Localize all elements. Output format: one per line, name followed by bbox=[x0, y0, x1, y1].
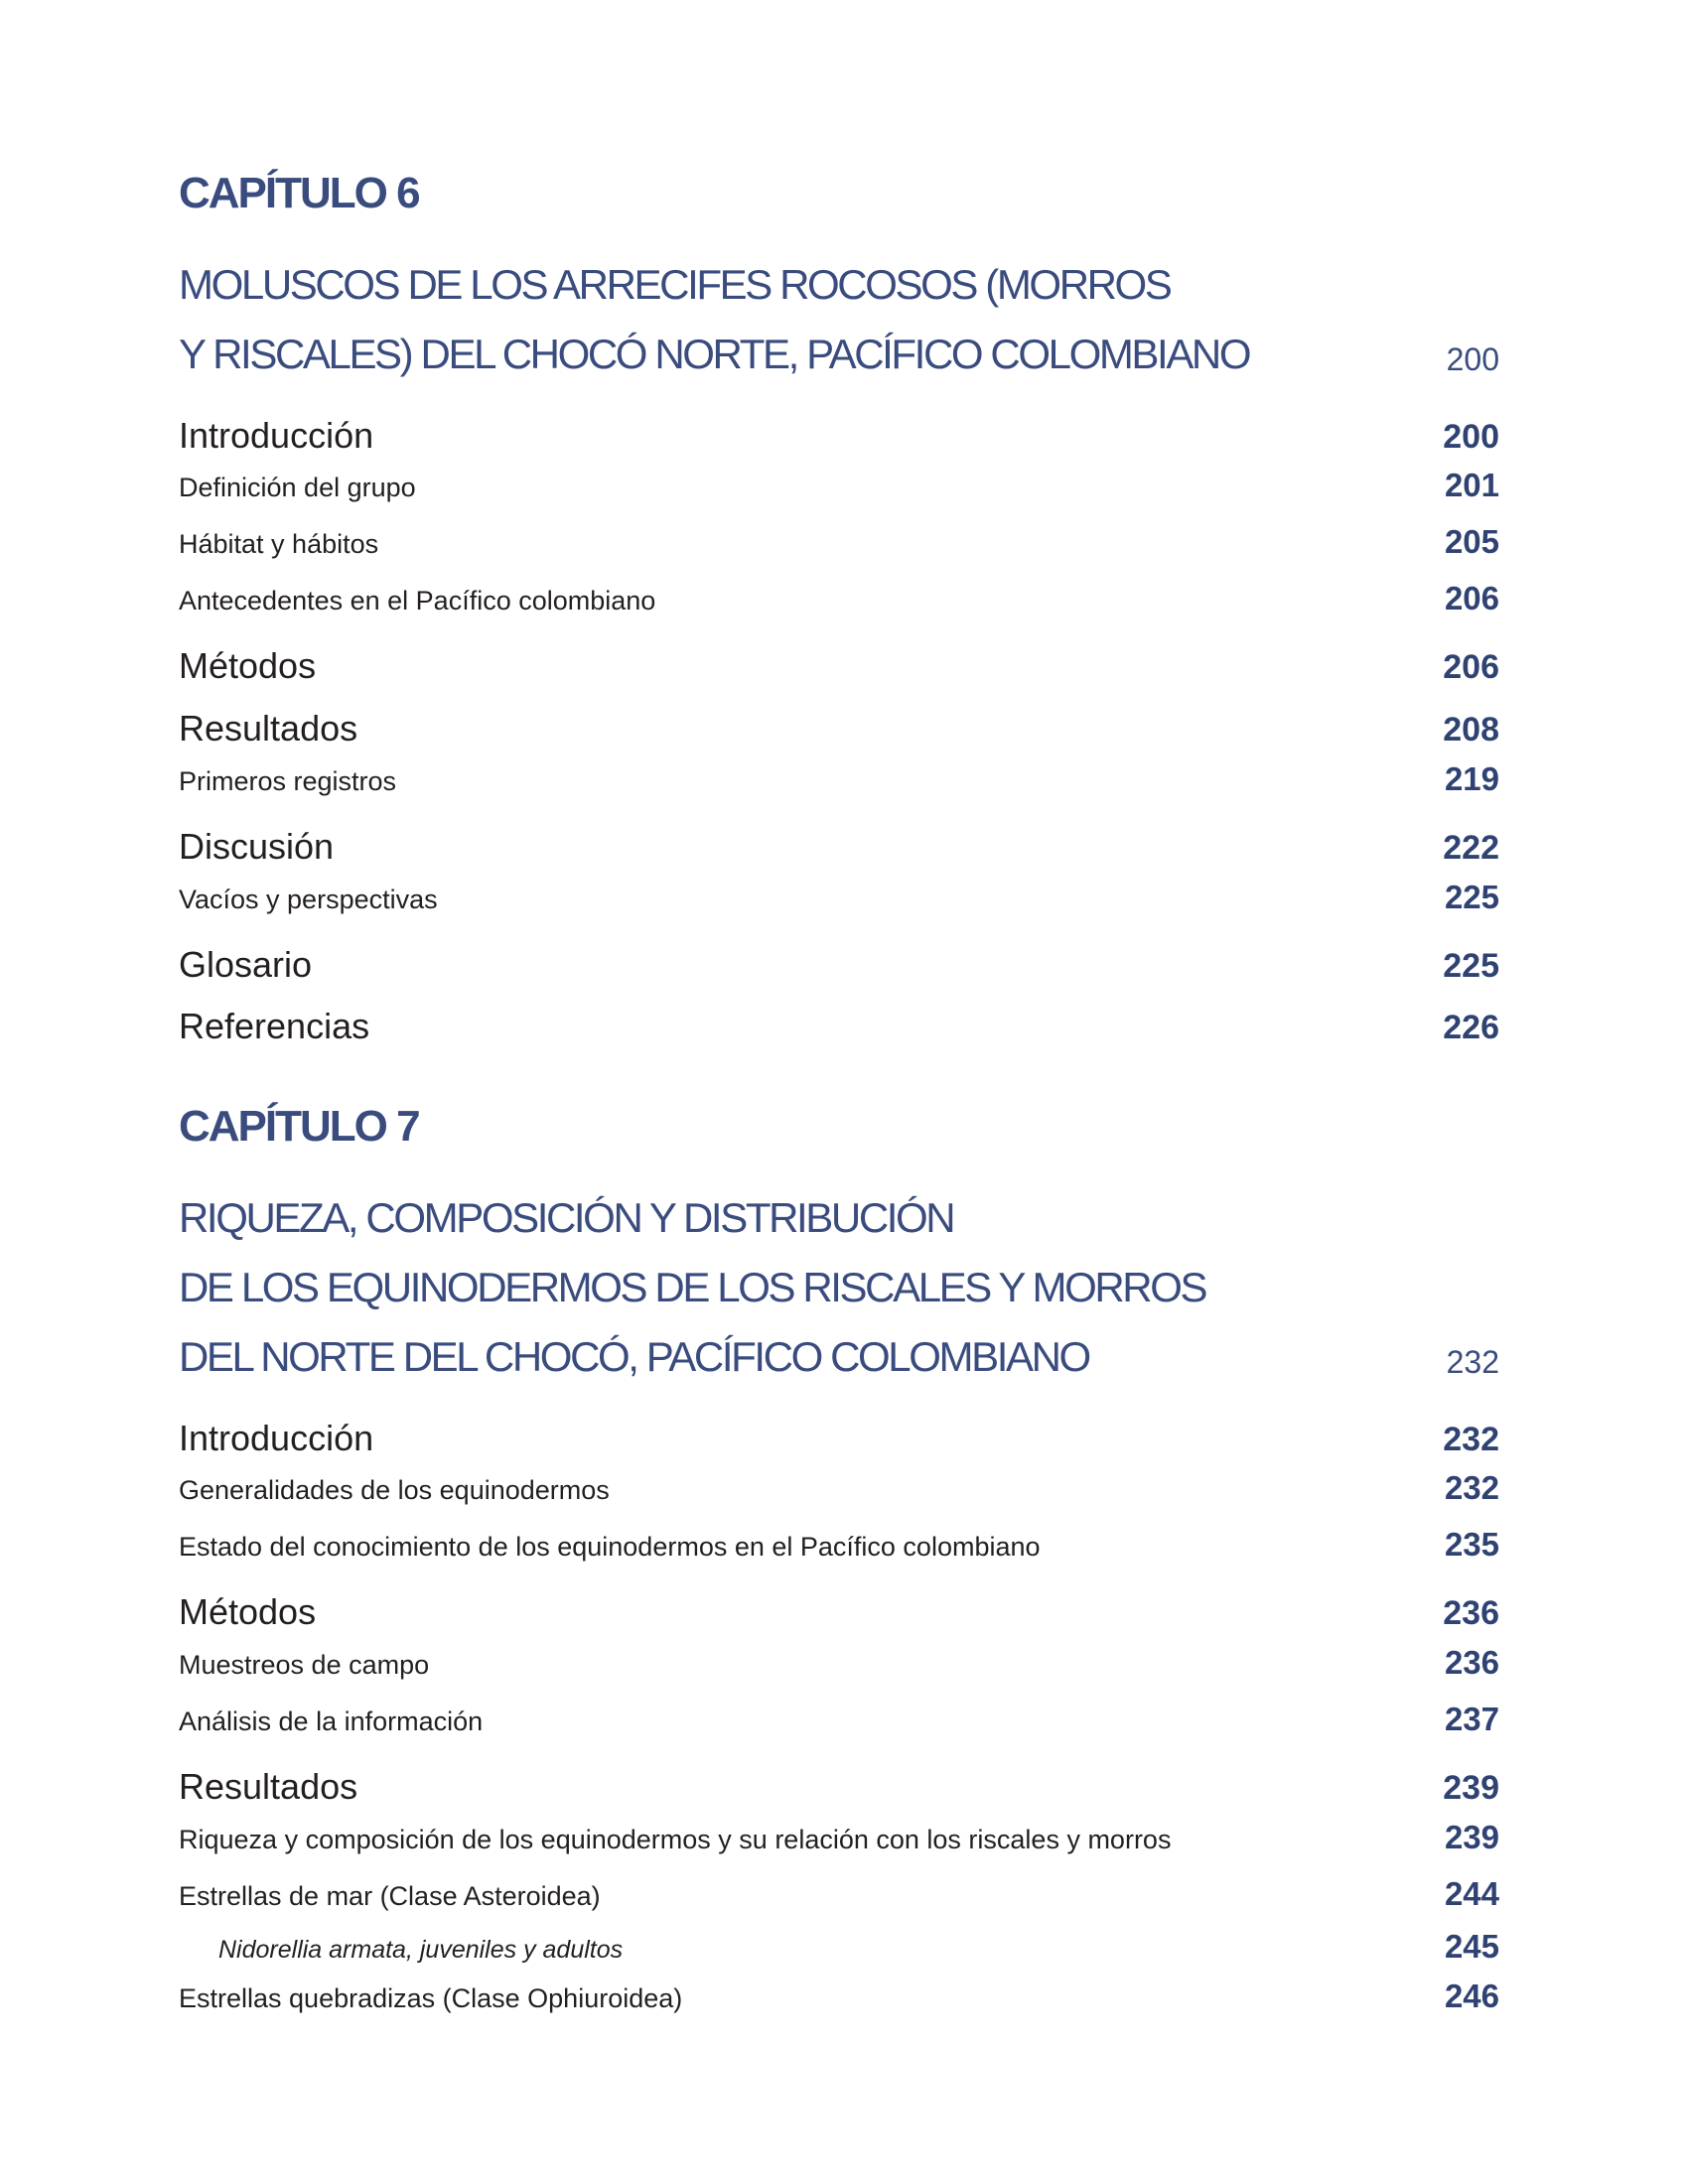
toc-entry-page: 226 bbox=[1443, 1009, 1499, 1046]
toc-entry-page: 200 bbox=[1443, 418, 1499, 456]
toc-entry-text: Métodos bbox=[179, 1591, 317, 1632]
toc-entry-text: Nidorellia armata, juveniles y adultos bbox=[218, 1936, 624, 1964]
chapter-6-title-line-1: MOLUSCOS DE LOS ARRECIFES ROCOSOS (MORROS bbox=[179, 261, 1171, 308]
chapter-7-page-number: 232 bbox=[1446, 1344, 1499, 1380]
chapter-6-label: CAPÍTULO 6 bbox=[179, 169, 419, 217]
chapter-7-title-line-1: RIQUEZA, COMPOSICIÓN Y DISTRIBUCIÓN bbox=[179, 1194, 954, 1241]
toc-entry-page: 208 bbox=[1443, 711, 1499, 749]
toc-entry-page: 225 bbox=[1444, 879, 1499, 915]
toc-entry-text: Generalidades de los equinodermos bbox=[179, 1475, 610, 1505]
toc-entry-text: Glosario bbox=[179, 944, 313, 985]
toc-entry-page: 232 bbox=[1443, 1421, 1499, 1458]
toc-entry-text: Análisis de la información bbox=[179, 1706, 484, 1736]
chapter-7-title-line-2: DE LOS EQUINODERMOS DE LOS RISCALES Y MORROS bbox=[179, 1264, 1206, 1310]
toc-entry-text: Discusión bbox=[179, 826, 335, 867]
toc-entry-text: Primeros registros bbox=[179, 766, 397, 796]
toc-entry-text: Vacíos y perspectivas bbox=[179, 885, 438, 914]
toc-entry-text: Resultados bbox=[179, 1766, 358, 1807]
toc-entry-page: 237 bbox=[1444, 1701, 1499, 1737]
toc-entry-page: 244 bbox=[1444, 1875, 1499, 1912]
toc-entry-text: Referencias bbox=[179, 1006, 370, 1046]
toc-entry-page: 245 bbox=[1444, 1928, 1499, 1965]
toc-entry-page: 239 bbox=[1443, 1769, 1499, 1807]
toc-entry-page: 206 bbox=[1443, 648, 1499, 686]
toc-entry-page: 225 bbox=[1443, 947, 1499, 985]
toc-entry-text: Resultados bbox=[179, 708, 358, 749]
toc-entry-text: Muestreos de campo bbox=[179, 1650, 430, 1680]
toc-entry-text: Estrellas de mar (Clase Asteroidea) bbox=[179, 1881, 601, 1911]
toc-entry-page: 219 bbox=[1444, 760, 1499, 797]
toc-entry-text: Estrellas quebradizas (Clase Ophiuroidea) bbox=[179, 1983, 683, 2013]
toc-entry-page: 232 bbox=[1444, 1469, 1499, 1506]
toc-entry-page: 206 bbox=[1444, 580, 1499, 616]
chapter-7-label: CAPÍTULO 7 bbox=[179, 1102, 419, 1151]
toc-entry-text: Introducción bbox=[179, 1418, 374, 1458]
toc-entry-text: Hábitat y hábitos bbox=[179, 529, 379, 559]
toc-entry-page: 236 bbox=[1443, 1594, 1499, 1632]
toc-entry-text: Definición del grupo bbox=[179, 473, 416, 502]
chapter-6-page-number: 200 bbox=[1446, 341, 1499, 377]
toc-entry-page: 205 bbox=[1444, 523, 1499, 560]
toc-entry-page: 236 bbox=[1444, 1644, 1499, 1681]
toc-entry-text: Métodos bbox=[179, 645, 317, 686]
toc-entry-text: Riqueza y composición de los equinodermos y su relación con los riscales y morros bbox=[179, 1825, 1172, 1854]
toc-entry-page: 235 bbox=[1444, 1526, 1499, 1563]
chapter-7-title-line-3: DEL NORTE DEL CHOCÓ, PACÍFICO COLOMBIANO bbox=[179, 1333, 1089, 1380]
toc-entry-text: Estado del conocimiento de los equinodermos en el Pacífico colombiano bbox=[179, 1532, 1041, 1562]
toc-entry-page: 201 bbox=[1444, 467, 1499, 503]
chapter-6-title-line-2: Y RISCALES) DEL CHOCÓ NORTE, PACÍFICO COLOMBIANO bbox=[179, 331, 1250, 377]
toc-entry-page: 246 bbox=[1444, 1978, 1499, 2014]
toc-entry-page: 222 bbox=[1443, 829, 1499, 867]
toc-entry-text: Antecedentes en el Pacífico colombiano bbox=[179, 586, 656, 615]
toc-entry-page: 239 bbox=[1444, 1819, 1499, 1855]
toc-entry-text: Introducción bbox=[179, 415, 374, 456]
